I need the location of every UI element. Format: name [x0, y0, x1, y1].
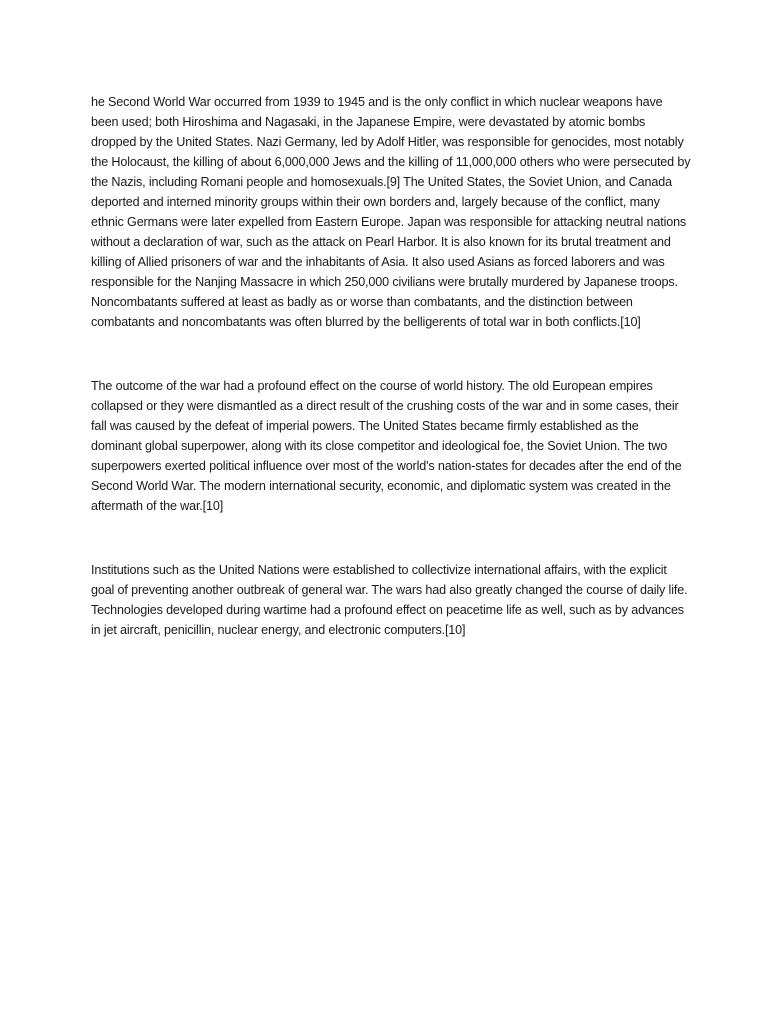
paragraph-institutions: Institutions such as the United Nations were established to collectivize international affairs, with the explicit goal of preventing another outbreak of general war. The wars had also greatly changed the course of daily life. Technologies developed during wartime had a profound effect on peacetime life as well, such as by advances in jet aircraft, penicillin, nuclear energy, and electronic computers.[10]	[91, 563, 688, 637]
document-body	[91, 92, 691, 640]
paragraph-war-outcome: The outcome of the war had a profound effect on the course of world history. The old European empires collapsed or they were dismantled as a direct result of the crushing costs of the war and in some cases, their fall was caused by the defeat of imperial powers. The United States became firmly established as the dominant global superpower, along with its close competitor and ideological foe, the Soviet Union. The two superpowers exerted political influence over most of the world's nation-states for decades after the end of the Second World War. The modern international security, economic, and diplomatic system was created in the aftermath of the war.[10]	[91, 379, 682, 513]
paragraph-world-war-overview: he Second World War occurred from 1939 to 1945 and is the only conflict in which nuclear weapons have been used; both Hiroshima and Nagasaki, in the Japanese Empire, were devastated by atomic bombs dropped by the United States. Nazi Germany, led by Adolf Hitler, was responsible for genocides, most notably the Holocaust, the killing of about 6,000,000 Jews and the killing of 11,000,000 others who were persecuted by the Nazis, including Romani people and homosexuals.[9] The United States, the Soviet Union, and Canada deported and interned minority groups within their own borders and, largely because of the conflict, many ethnic Germans were later expelled from Eastern Europe. Japan was responsible for attacking neutral nations without a declaration of war, such as the attack on Pearl Harbor. It is also known for its brutal treatment and killing of Allied prisoners of war and the inhabitants of Asia. It also used Asians as forced laborers and was responsible for the Nanjing Massacre in which 250,000 civilians were brutally murdered by Japanese troops. Noncombatants suffered at least as badly as or worse than combatants, and the distinction between combatants and noncombatants was often blurred by the belligerents of total war in both conflicts.[10]	[91, 95, 691, 329]
